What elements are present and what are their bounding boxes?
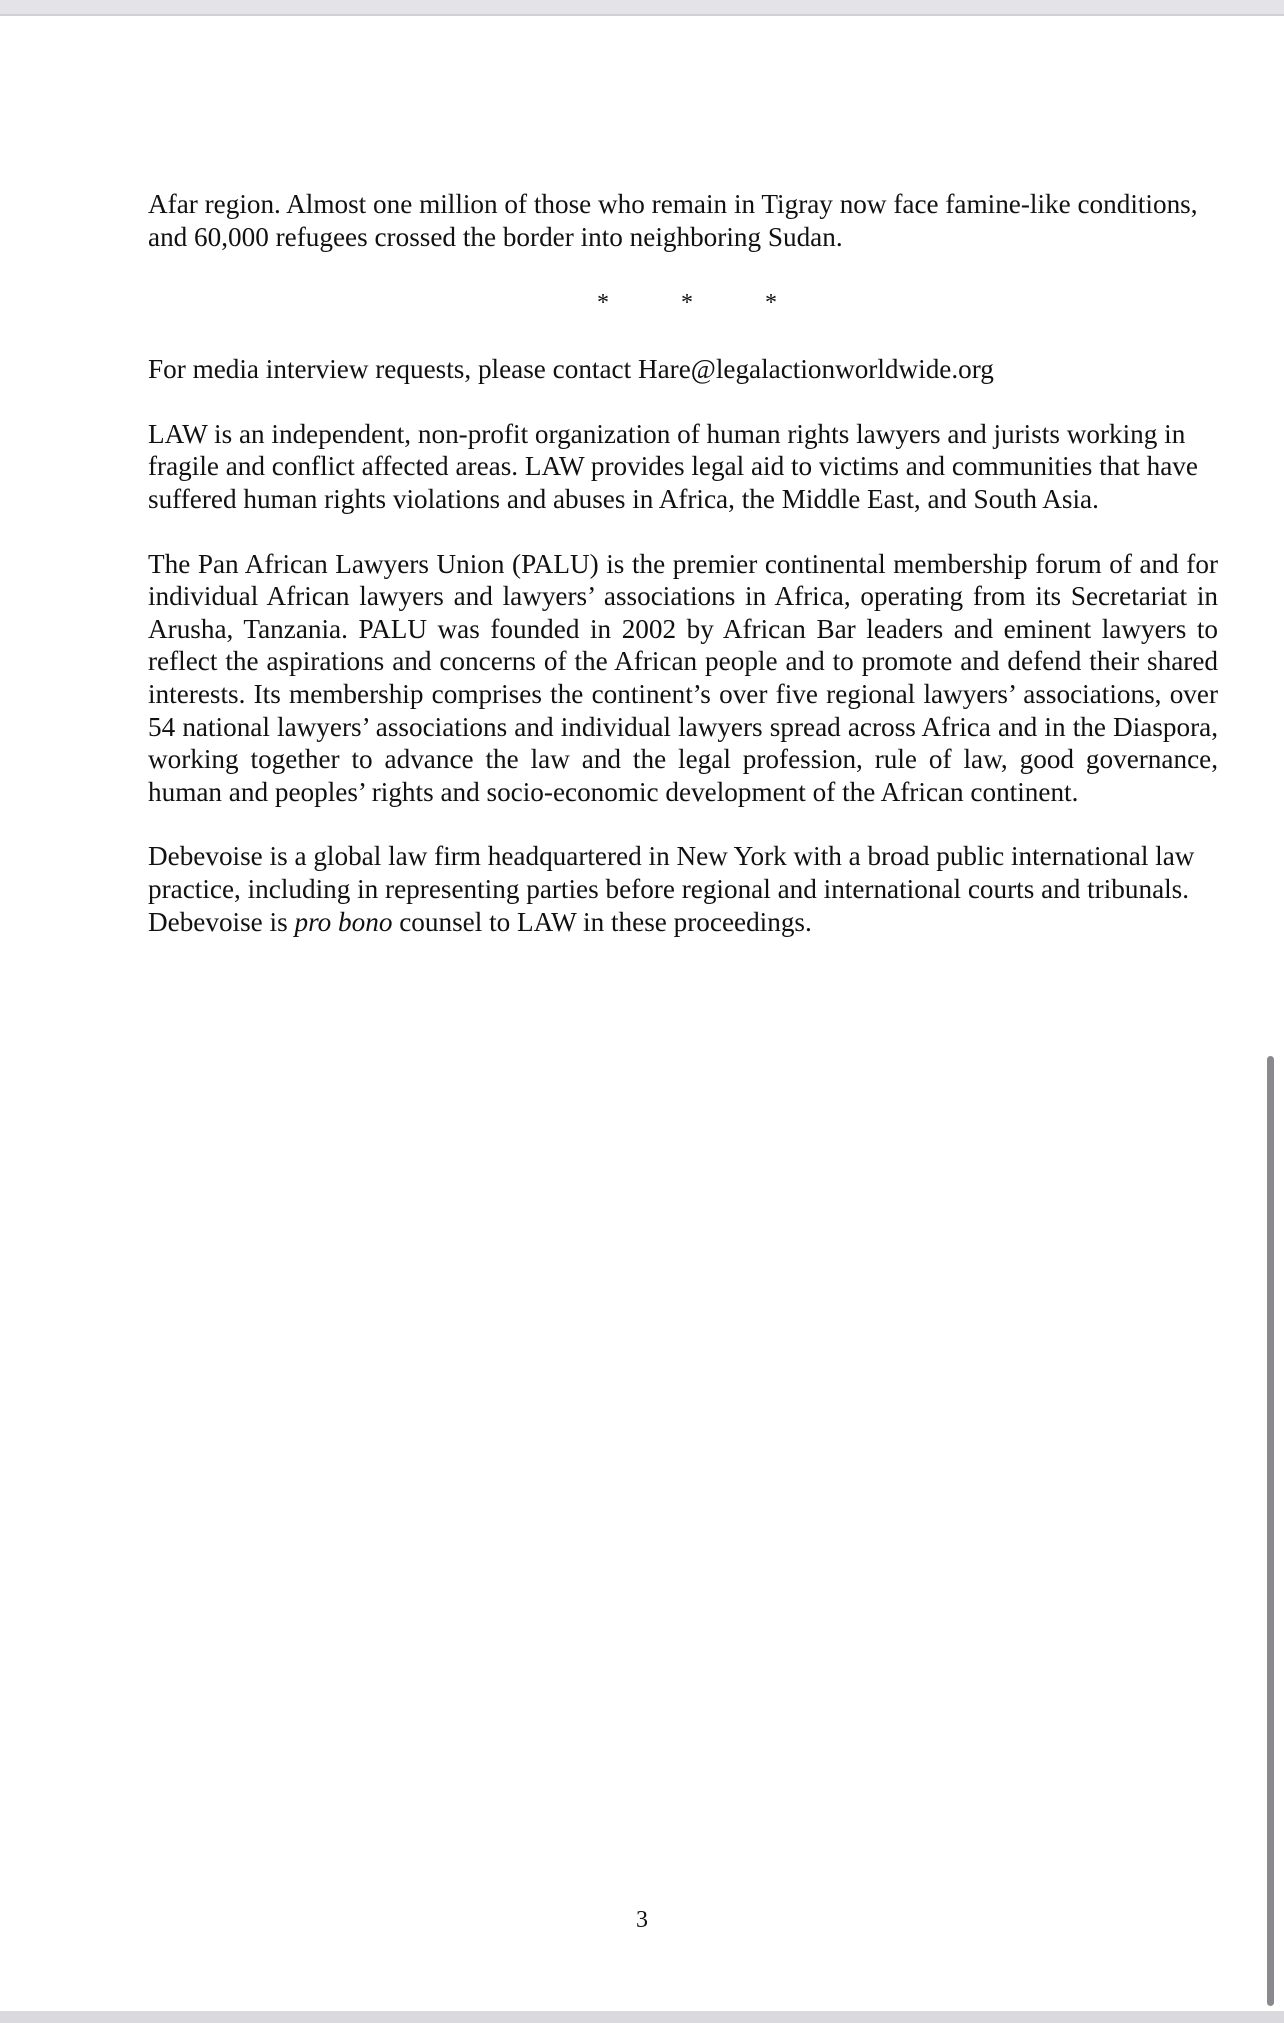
viewer-bottom-bar xyxy=(0,2011,1284,2023)
separator-asterisk: * xyxy=(765,290,777,317)
paragraph-tigray: Afar region. Almost one million of those who remain in Tigray now face famine-like conditions, and 60,000 refugees crossed the border into neighboring Sudan. xyxy=(148,189,1198,252)
paragraph-debevoise xyxy=(148,840,1218,938)
viewer-top-bar xyxy=(0,0,1284,16)
debevoise-text: Debevoise is a global law firm headquartered in New York with a broad public international law practice, including in representing parties before regional and international courts and tribunals. Debevoise is xyxy=(148,841,1195,937)
section-separator xyxy=(148,287,1218,319)
paragraph-palu: The Pan African Lawyers Union (PALU) is the premier continental membership forum of and for individual African lawyers and lawyers’ associations in Africa, operating from its Secretariat in Arusha, Tanzania. PALU was founded in 2002 by African Bar leaders and eminent lawyers to reflect the aspirations and concerns of the African people and to promote and defend their shared interests. Its membership comprises the continent’s over five regional lawyers’ associations, over 54 national lawyers’ associations and individual lawyers spread across Africa and in the Diaspora, working together to advance the law and the legal profession, rule of law, good governance, human and peoples’ rights and socio-economic development of the African continent. xyxy=(148,548,1218,807)
separator-asterisk: * xyxy=(681,290,693,317)
paragraph-law: LAW is an independent, non-profit organization of human rights lawyers and jurists working in fragile and conflict affected areas. LAW provides legal aid to victims and communities that have suffered human rights violations and abuses in Africa, the Middle East, and South Asia. xyxy=(148,418,1198,514)
paragraph-media-contact: For media interview requests, please contact Hare@legalactionworldwide.org xyxy=(148,354,994,385)
separator-asterisk: * xyxy=(597,290,609,317)
document-page xyxy=(148,188,1218,970)
vertical-scrollbar[interactable] xyxy=(1267,1056,1274,2006)
pro-bono-italic: pro bono xyxy=(294,906,393,937)
page-number: 3 xyxy=(636,1907,648,1933)
debevoise-text-end: counsel to LAW in these proceedings. xyxy=(392,906,812,937)
